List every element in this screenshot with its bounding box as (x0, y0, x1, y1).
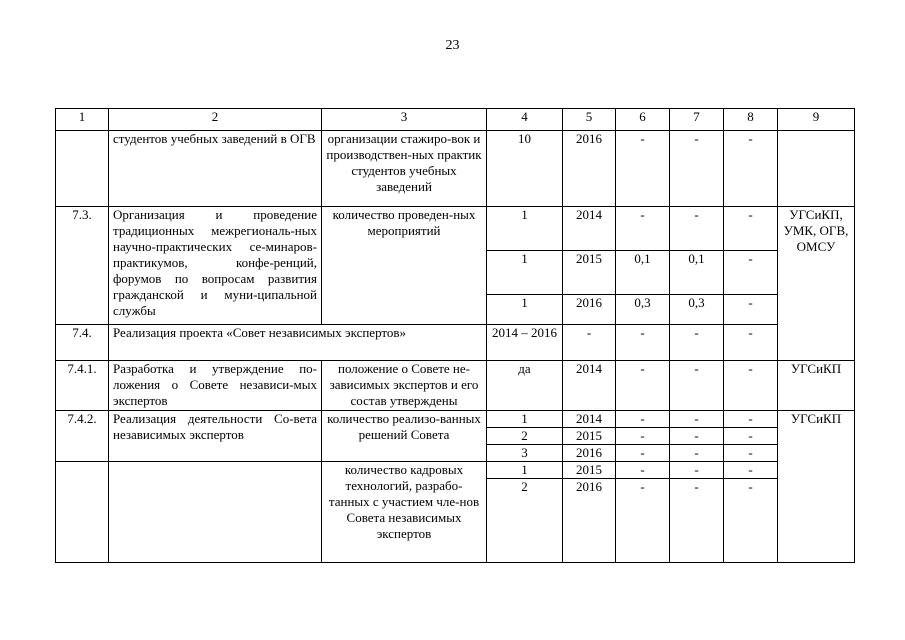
value-cell: - (616, 361, 670, 411)
value-cell: 2 (487, 428, 563, 445)
value-cell: 1 (487, 295, 563, 325)
period-cell: 2014 – 2016 (487, 325, 563, 361)
value-cell: да (487, 361, 563, 411)
value-cell: - (670, 325, 724, 361)
item-name-cell: Реализация деятельности Со-вета независимых экспертов (109, 411, 322, 462)
value-cell: - (670, 131, 724, 207)
value-cell: - (724, 325, 778, 361)
value-cell: - (616, 479, 670, 563)
indicator-cell: организации стажиро-вок и производствен-ных практик студентов учебных заведений (322, 131, 487, 207)
value-cell: - (670, 428, 724, 445)
item-number-cell (56, 131, 109, 207)
value-cell: - (670, 411, 724, 428)
item-number-cell (56, 462, 109, 563)
year-cell: 2016 (563, 479, 616, 563)
value-cell: - (616, 445, 670, 462)
value-cell: - (616, 411, 670, 428)
value-cell: - (616, 207, 670, 251)
value-cell: 3 (487, 445, 563, 462)
header-cell: 3 (322, 109, 487, 131)
value-cell: - (724, 361, 778, 411)
item-name-cell: студентов учебных заведений в ОГВ (109, 131, 322, 207)
value-cell: - (724, 295, 778, 325)
executor-cell (778, 131, 855, 207)
header-cell: 9 (778, 109, 855, 131)
value-cell: 1 (487, 207, 563, 251)
year-cell: 2016 (563, 131, 616, 207)
plan-table (55, 108, 855, 563)
value-cell: - (670, 479, 724, 563)
value-cell: - (670, 462, 724, 479)
executor-cell: УГСиКП (778, 411, 855, 563)
value-cell: 0,3 (616, 295, 670, 325)
page-number: 23 (445, 38, 460, 53)
value-cell: 2 (487, 479, 563, 563)
value-cell: - (724, 207, 778, 251)
item-number-cell: 7.3. (56, 207, 109, 325)
year-cell: 2015 (563, 428, 616, 445)
value-cell: - (724, 462, 778, 479)
indicator-cell: количество реализо-ванных решений Совета (322, 411, 487, 462)
value-cell: 0,1 (616, 251, 670, 295)
value-cell: 1 (487, 251, 563, 295)
header-cell: 4 (487, 109, 563, 131)
value-cell: - (616, 462, 670, 479)
header-cell: 5 (563, 109, 616, 131)
year-cell: 2016 (563, 295, 616, 325)
header-cell: 8 (724, 109, 778, 131)
header-cell: 7 (670, 109, 724, 131)
value-cell: - (724, 251, 778, 295)
table-row (56, 411, 855, 428)
item-name-cell (109, 462, 322, 563)
indicator-cell: количество проведен-ных мероприятий (322, 207, 487, 325)
item-name-cell: Разработка и утверждение по-ложения о Совете независи-мых экспертов (109, 361, 322, 411)
value-cell: - (670, 207, 724, 251)
year-cell: 2015 (563, 251, 616, 295)
value-cell: - (670, 445, 724, 462)
value-cell: - (724, 131, 778, 207)
value-cell: - (724, 445, 778, 462)
value-cell: - (616, 428, 670, 445)
year-cell: 2014 (563, 207, 616, 251)
table-row (56, 325, 855, 361)
item-name-cell: Организация и проведение традиционных межрегиональ-ных научно-практических се-минаров-практикумов, конфе-ренций, форумов по вопросам развития гражданской и муни-ципальной службы (109, 207, 322, 325)
value-cell: - (616, 131, 670, 207)
value-cell: 0,1 (670, 251, 724, 295)
value-cell: - (563, 325, 616, 361)
indicator-cell: положение о Совете не-зависимых экспертов и его состав утверждены (322, 361, 487, 411)
value-cell: - (724, 411, 778, 428)
value-cell: - (724, 428, 778, 445)
value-cell: 1 (487, 411, 563, 428)
indicator-cell: количество кадровых технологий, разрабо-танных с участием чле-нов Совета независимых экспертов (322, 462, 487, 563)
header-cell: 1 (56, 109, 109, 131)
value-cell: - (724, 479, 778, 563)
header-cell: 2 (109, 109, 322, 131)
table-row (56, 131, 855, 207)
header-row (56, 109, 855, 131)
year-cell: 2014 (563, 361, 616, 411)
year-cell: 2014 (563, 411, 616, 428)
item-number-cell: 7.4. (56, 325, 109, 361)
table-row (56, 207, 855, 251)
executor-cell: УГСиКП, УМК, ОГВ, ОМСУ (778, 207, 855, 361)
header-cell: 6 (616, 109, 670, 131)
item-number-cell: 7.4.2. (56, 411, 109, 462)
item-number-cell: 7.4.1. (56, 361, 109, 411)
table-row (56, 361, 855, 411)
item-name-cell: Реализация проекта «Совет независимых экспертов» (109, 325, 487, 361)
year-cell: 2016 (563, 445, 616, 462)
table-row (56, 462, 855, 479)
value-cell: 0,3 (670, 295, 724, 325)
value-cell: 10 (487, 131, 563, 207)
executor-cell: УГСиКП (778, 361, 855, 411)
value-cell: - (616, 325, 670, 361)
value-cell: - (670, 361, 724, 411)
year-cell: 2015 (563, 462, 616, 479)
value-cell: 1 (487, 462, 563, 479)
